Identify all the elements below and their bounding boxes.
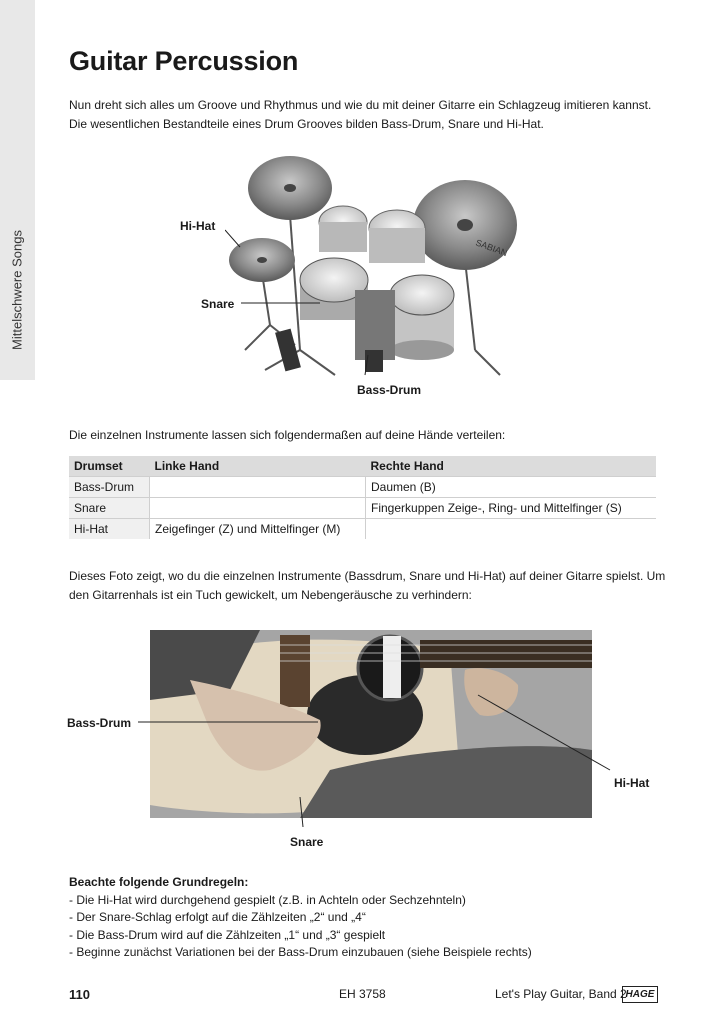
publisher-logo: HAGE	[622, 986, 658, 1003]
rule-item: - Beginne zunächst Variationen bei der Bass-Drum einzubauen (siehe Beispiele rechts)	[69, 945, 532, 959]
page-title: Guitar Percussion	[69, 46, 299, 76]
table-header: Rechte Hand	[366, 456, 657, 477]
rules-block	[69, 874, 669, 962]
edition-code: EH 3758	[339, 987, 386, 1001]
intro-paragraph: Nun dreht sich alles um Groove und Rhythmus und wie du mit deiner Gitarre ein Schlagzeug imitieren kannst. Die wesentlichen Bestandteile eines Drum Grooves bilden Bass-Drum, Snare und Hi-Hat.	[69, 98, 652, 131]
table-cell: Hi-Hat	[69, 519, 150, 540]
chapter-label: Mittelschwere Songs	[9, 230, 25, 350]
drum-label-snare: Snare	[201, 297, 235, 311]
drum-label-hihat: Hi-Hat	[180, 219, 216, 233]
rule-item: - Der Snare-Schlag erfolgt auf die Zählzeiten „2“ und „4“	[69, 910, 366, 924]
guitar-paragraph: Dieses Foto zeigt, wo du die einzelnen Instrumente (Bassdrum, Snare und Hi-Hat) auf deiner Gitarre spielst. Um den Gitarrenhals ist ein Tuch gewickelt, um Nebengeräusche zu verhindern:	[69, 569, 666, 602]
guitar-label-bassdrum: Bass-Drum	[67, 716, 132, 730]
rule-item: - Die Bass-Drum wird auf die Zählzeiten „1“ und „3“ gespielt	[69, 927, 386, 942]
table-cell: Daumen (B)	[366, 477, 657, 498]
table-cell: Bass-Drum	[69, 477, 150, 498]
table-header: Drumset	[69, 456, 150, 477]
table-cell: Fingerkuppen Zeige-, Ring- und Mittelfinger (S)	[366, 498, 657, 519]
guitar-label-hihat: Hi-Hat	[614, 776, 650, 790]
rule-item: - Die Hi-Hat wird durchgehend gespielt (z.B. in Achteln oder Sechzehnteln)	[69, 892, 466, 907]
table-cell: Snare	[69, 498, 150, 519]
table-intro: Die einzelnen Instrumente lassen sich folgendermaßen auf deine Hände verteilen:	[69, 428, 506, 442]
table-header: Linke Hand	[150, 456, 366, 477]
cymbal-brand: SABIAN	[474, 237, 509, 259]
guitar-label-snare: Snare	[290, 835, 324, 849]
page-number: 110	[69, 987, 90, 1002]
table-cell: Zeigefinger (Z) und Mittelfinger (M)	[150, 519, 366, 540]
rules-heading: Beachte folgende Grundregeln:	[69, 875, 249, 889]
series-title: Let's Play Guitar, Band 2	[495, 987, 627, 1001]
drum-label-bassdrum: Bass-Drum	[357, 383, 422, 397]
